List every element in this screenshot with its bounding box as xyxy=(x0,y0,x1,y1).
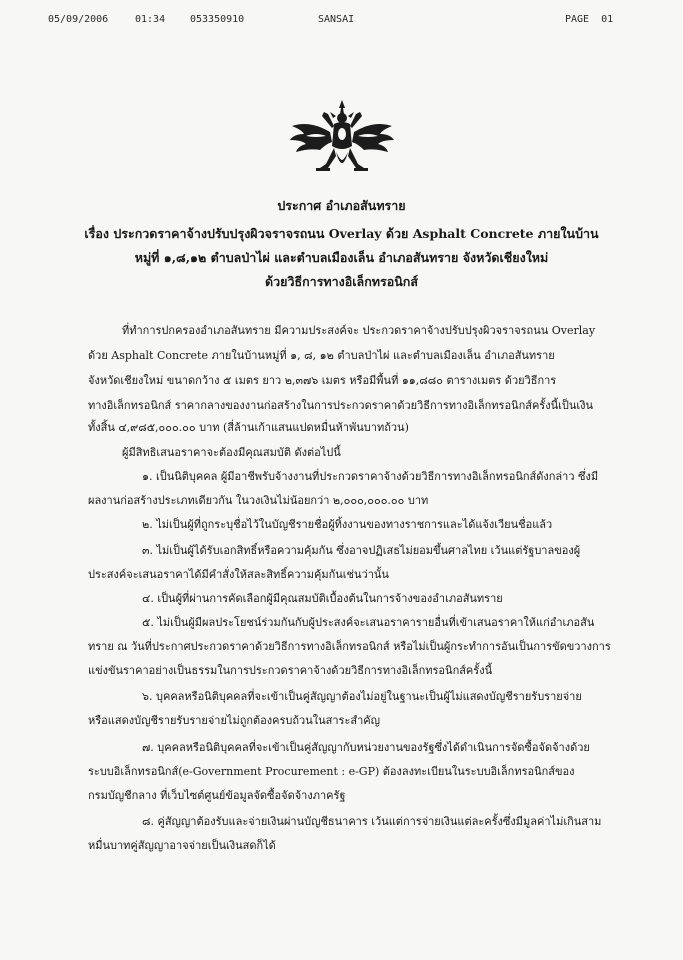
qualification-8-line-2: หมื่นบาทคู่สัญญาอาจจ่ายเป็นเงินสดก็ได้ xyxy=(88,839,276,852)
qualification-1-line-2: ผลงานก่อสร้างประเภทเดียวกัน ในวงเงินไม่น้อยกว่า ๒,๐๐๐,๐๐๐.๐๐ บาท xyxy=(88,494,429,507)
fax-sender: SANSAI xyxy=(318,14,355,25)
announcement-subject-line2: หมู่ที่ ๑,๘,๑๒ ตำบลป่าไผ่ และตำบลเมืองเล็น อำเภอสันทราย จังหวัดเชียงใหม่ xyxy=(134,250,549,265)
qualification-5-line-2: ทราย ณ วันที่ประกาศประกวดราคาด้วยวิธีการทางอิเล็กทรอนิกส์ หรือไม่เป็นผู้กระทำการอันเป็นการขัดขวางการ xyxy=(88,640,611,653)
qualification-3-line-1: ๓. ไม่เป็นผู้ได้รับเอกสิทธิ์หรือความคุ้มกัน ซึ่งอาจปฏิเสธไม่ยอมขึ้นศาลไทย เว้นแต่รัฐบาลของผู้ xyxy=(142,544,581,557)
qualification-6-line-1: ๖. บุคคลหรือนิติบุคคลที่จะเข้าเป็นคู่สัญญาต้องไม่อยู่ในฐานะเป็นผู้ไม่แสดงบัญชีรายรับรายจ่าย xyxy=(142,690,582,703)
fax-date: 05/09/2006 xyxy=(48,14,109,25)
intro-line-5: ทั้งสิ้น ๔,๙๘๕,๐๐๐.๐๐ บาท (สี่ล้านเก้าแสนแปดหมื่นห้าพันบาทถ้วน) xyxy=(88,421,409,434)
qualification-7-line-1: ๗. บุคคลหรือนิติบุคคลที่จะเข้าเป็นคู่สัญญากับหน่วยงานของรัฐซึ่งได้ดำเนินการจัดซื้อจัดจ้างด้วย xyxy=(142,741,590,754)
fax-page xyxy=(565,14,613,25)
qualification-1-line-1: ๑. เป็นนิติบุคคล ผู้มีอาชีพรับจ้างงานที่ประกวดราคาจ้างด้วยวิธีการทางอิเล็กทรอนิกส์ดังกล่าว ซึ่งมี xyxy=(142,470,599,483)
qualification-7-line-2: ระบบอิเล็กทรอนิกส์(e-Government Procurement : e-GP) ต้องลงทะเบียนในระบบอิเล็กทรอนิกส์ของ xyxy=(88,765,575,778)
qualification-8-line-1: ๘. คู่สัญญาต้องรับและจ่ายเงินผ่านบัญชีธนาคาร เว้นแต่การจ่ายเงินแต่ละครั้งซึ่งมีมูลค่าไม่เกินสาม xyxy=(142,815,602,828)
announcement-subject-line3: ด้วยวิธีการทางอิเล็กทรอนิกส์ xyxy=(265,274,418,289)
intro-line-1: ที่ทำการปกครองอำเภอสันทราย มีความประสงค์จะ ประกวดราคาจ้างปรับปรุงผิวจราจรถนน Overlay xyxy=(122,324,596,337)
intro-line-2: ด้วย Asphalt Concrete ภายในบ้านหมู่ที่ ๑, ๘, ๑๒ ตำบลป่าไผ่ และตำบลเมืองเล็น อำเภอสันทราย xyxy=(88,349,555,362)
intro-line-4: ทางอิเล็กทรอนิกส์ ราคากลางของงานก่อสร้างในการประกวดราคาด้วยวิธีการทางอิเล็กทรอนิกส์ครั้งนี้เป็นเงิน xyxy=(88,399,594,412)
qualification-7-line-3: กรมบัญชีกลาง ที่เว็บไซต์ศูนย์ข้อมูลจัดซื้อจัดจ้างภาครัฐ xyxy=(88,789,346,802)
fax-number: 053350910 xyxy=(190,14,245,25)
fax-header xyxy=(0,14,683,30)
announcement-issuer: ประกาศ อำเภอสันทราย xyxy=(277,198,406,213)
fax-page-label: PAGE xyxy=(565,14,590,25)
fax-time: 01:34 xyxy=(135,14,166,25)
intro-line-3: จังหวัดเชียงใหม่ ขนาดกว้าง ๕ เมตร ยาว ๒,๓๗๖ เมตร หรือมีพื้นที่ ๑๑,๘๘๐ ตารางเมตร ด้วยวิธีการ xyxy=(88,374,557,387)
qualification-6-line-2: หรือแสดงบัญชีรายรับรายจ่ายไม่ถูกต้องครบถ้วนในสาระสำคัญ xyxy=(88,714,380,727)
announcement-subject-line1: เรื่อง ประกวดราคาจ้างปรับปรุงผิวจราจรถนน Overlay ด้วย Asphalt Concrete ภายในบ้าน xyxy=(84,226,599,241)
fax-page-number: 01 xyxy=(601,14,614,25)
qualification-3-line-2: ประสงค์จะเสนอราคาได้มีคำสั่งให้สละสิทธิ์ความคุ้มกันเช่นว่านั้น xyxy=(88,568,389,581)
garuda-emblem-icon xyxy=(286,98,398,188)
qualification-5-line-1: ๕. ไม่เป็นผู้มีผลประโยชน์ร่วมกันกับผู้ประสงค์จะเสนอราคารายอื่นที่เข้าเสนอราคาให้แก่อำเภอสัน xyxy=(142,616,595,629)
qualification-2: ๒. ไม่เป็นผู้ที่ถูกระบุชื่อไว้ในบัญชีรายชื่อผู้ทิ้งงานของทางราชการและได้แจ้งเวียนชื่อแล้ว xyxy=(142,518,553,531)
qualifications-intro: ผู้มีสิทธิเสนอราคาจะต้องมีคุณสมบัติ ดังต่อไปนี้ xyxy=(122,446,341,459)
qualification-5-line-3: แข่งขันราคาอย่างเป็นธรรมในการประกวดราคาจ้างด้วยวิธีการทางอิเล็กทรอนิกส์ครั้งนี้ xyxy=(88,664,493,677)
qualification-4: ๔. เป็นผู้ที่ผ่านการคัดเลือกผู้มีคุณสมบัติเบื้องต้นในการจ้างของอำเภอสันทราย xyxy=(142,592,503,605)
